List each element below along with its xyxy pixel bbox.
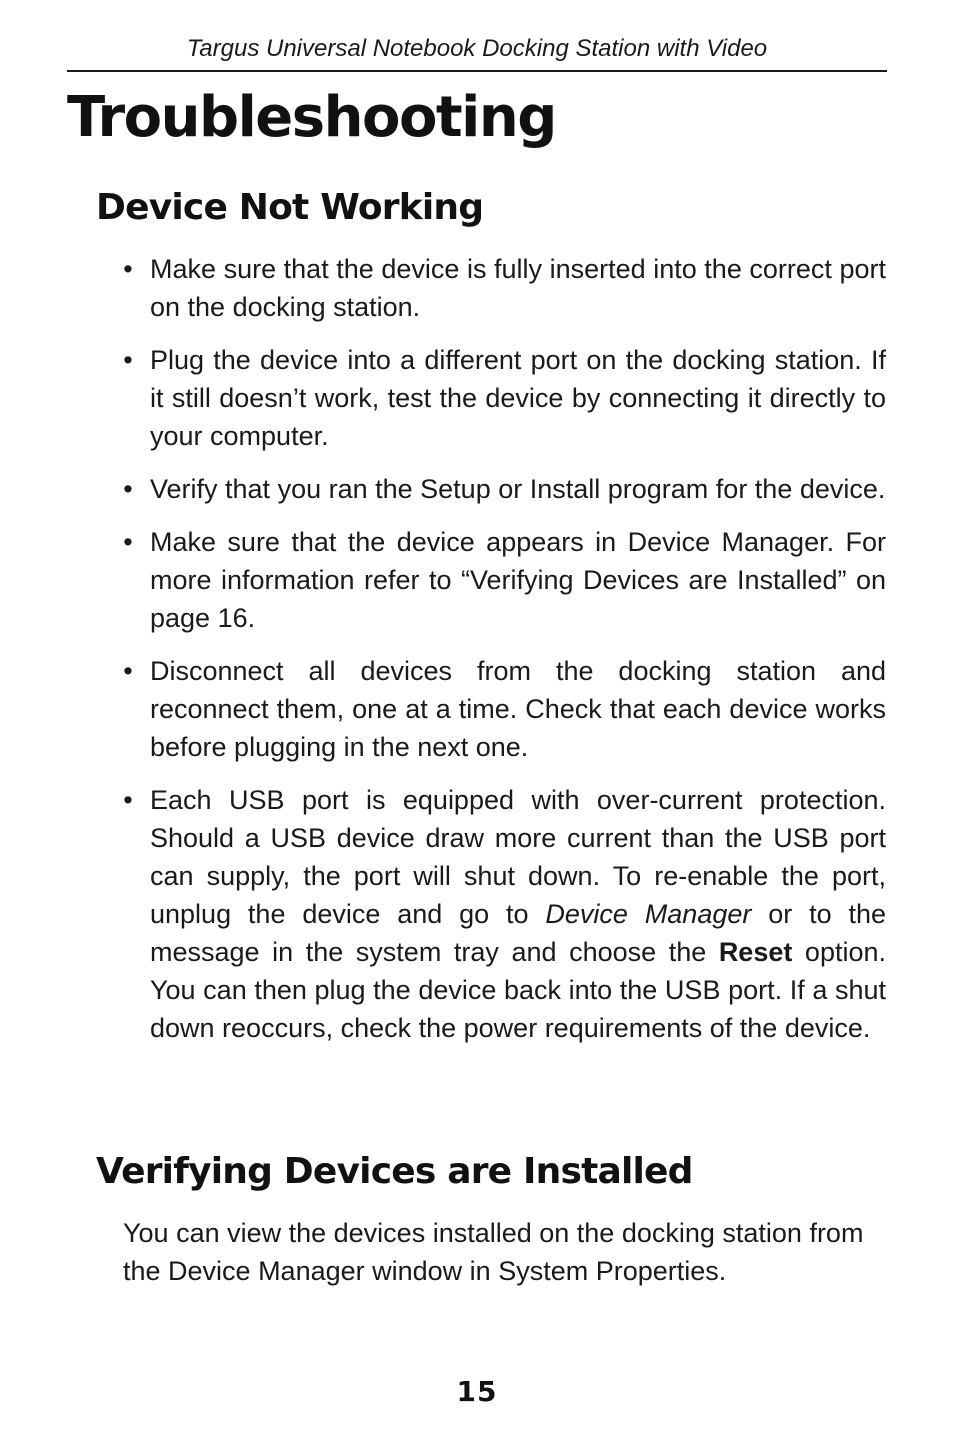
list-item-text: Verify that you ran the Setup or Install program for the device. <box>150 474 886 504</box>
device-manager-emphasis: Device Manager <box>545 899 752 929</box>
list-item <box>120 781 886 1047</box>
list-item <box>120 652 886 766</box>
page-title: Troubleshooting <box>67 85 556 150</box>
list-item-text-part: option. You can then plug the device back into the USB port. If a shut down reoccurs, check the power requirements of the device. <box>150 937 886 1043</box>
list-item <box>120 341 886 455</box>
section-heading-device-not-working: Device Not Working <box>96 187 484 228</box>
bullet: • <box>123 656 133 686</box>
bullet: • <box>123 474 133 504</box>
reset-emphasis: Reset <box>718 937 793 967</box>
section-heading-verifying-devices: Verifying Devices are Installed <box>96 1151 693 1192</box>
bullet: • <box>123 785 133 815</box>
list-item <box>120 250 886 326</box>
running-header: Targus Universal Notebook Docking Station with Video <box>186 35 768 62</box>
list-item-text <box>150 785 886 1043</box>
list-item-text: Make sure that the device appears in Device Manager. For more information refer to “Verifying Devices are Installed” on page 16. <box>150 527 886 633</box>
bullet: • <box>123 254 133 284</box>
list-item-text: Plug the device into a different port on the docking station. If it still doesn’t work, test the device by connecting it directly to your computer. <box>150 345 886 451</box>
header-rule <box>67 70 887 72</box>
list-item-text: Disconnect all devices from the docking station and reconnect them, one at a time. Check that each device works before plugging in the next one. <box>150 656 886 762</box>
verifying-paragraph: You can view the devices installed on the docking station from the Device Manager window in System Properties. <box>123 1218 864 1286</box>
list-item <box>120 470 886 508</box>
list-item-text-part: or to the message in the system tray and choose the <box>150 899 886 967</box>
list-item <box>120 523 886 637</box>
list-item-text: Make sure that the device is fully inserted into the correct port on the docking station. <box>150 254 886 322</box>
bullet: • <box>123 345 133 375</box>
troubleshooting-list <box>120 250 886 1062</box>
list-item-text-part: Each USB port is equipped with over-current protection. Should a USB device draw more current than the USB port can supply, the port will shut down. To re-enable the port, unplug the device and go to <box>150 785 886 929</box>
bullet: • <box>123 527 133 557</box>
page-number: 15 <box>456 1375 498 1408</box>
